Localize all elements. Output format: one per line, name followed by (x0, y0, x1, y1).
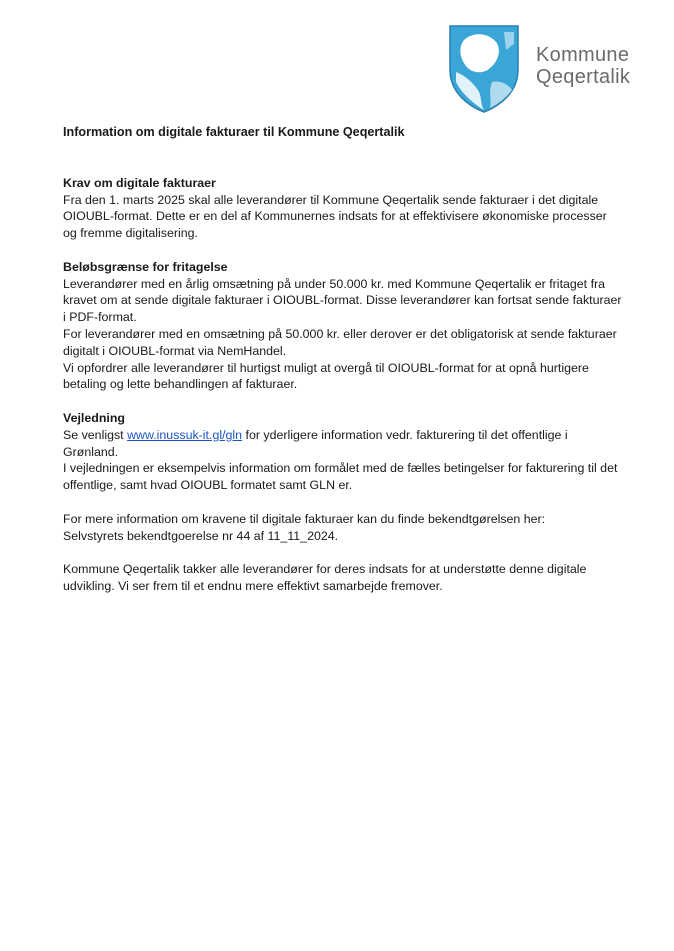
section-paragraph: Leverandører med en årlig omsætning på under 50.000 kr. med Kommune Qeqertalik er fritaget fra kravet om at sende digitale fakturaer i OIOUBL-format. Disse leverandører kan fortsat sende fakturaer i PDF-format. (63, 276, 622, 325)
closing-text: Kommune Qeqertalik takker alle leverandører for deres indsats for at understøtte denne digitale udvikling. Vi ser frem til et endnu mere effektivt samarbejde fremover. (63, 562, 587, 593)
brand-line-2: Qeqertalik (536, 66, 631, 88)
section-more-info (63, 511, 623, 545)
section-paragraph: Fra den 1. marts 2025 skal alle leverandører til Kommune Qeqertalik sende fakturaer i det digitale OIOUBL-format. Dette er en del af Kommunernes indsats for at effektivisere økonomiske processer og fremme digitalisering. (63, 192, 607, 241)
section-closing (63, 561, 623, 595)
guide-text-pre: Se venligst (63, 427, 128, 442)
section-heading: Vejledning (63, 410, 125, 425)
regulation-reference: Selvstyrets bekendtgoerelse nr 44 af 11_11_2024. (63, 528, 339, 543)
kommune-logo (448, 24, 648, 116)
more-info-text: For mere information om kravene til digitale fakturaer kan du finde bekendtgørelsen her: (63, 511, 546, 526)
guide-text-post: for yderligere information vedr. fakturering til det offentlige i Grønland. (63, 427, 568, 459)
section-paragraph: Vi opfordrer alle leverandører til hurtigst muligt at overgå til OIOUBL-format for at opnå hurtigere betaling og lette behandlingen af fakturaer. (63, 360, 589, 392)
coat-of-arms-icon (448, 24, 520, 114)
section-heading: Beløbsgrænse for fritagelse (63, 259, 228, 274)
document-title: Information om digitale fakturaer til Kommune Qeqertalik (63, 125, 405, 139)
brand-line-1: Kommune (536, 44, 630, 66)
section-paragraph: I vejledningen er eksempelvis information om formålet med de fælles betingelser for fakturering til det offentlige, samt hvad OIOUBL formatet samt GLN er. (63, 461, 618, 493)
guide-paragraph (63, 427, 623, 461)
section-requirements (63, 175, 623, 242)
section-exemption (63, 259, 623, 393)
section-heading: Krav om digitale fakturaer (63, 175, 216, 190)
document-body (63, 124, 623, 612)
section-guidance (63, 410, 623, 494)
section-paragraph: For leverandører med en omsætning på 50.000 kr. eller derover er det obligatorisk at sende fakturaer digitalt i OIOUBL-format via NemHandel. (63, 326, 617, 358)
guide-link[interactable]: www.inussuk-it.gl/gln (127, 427, 243, 442)
brand-name (536, 44, 630, 88)
